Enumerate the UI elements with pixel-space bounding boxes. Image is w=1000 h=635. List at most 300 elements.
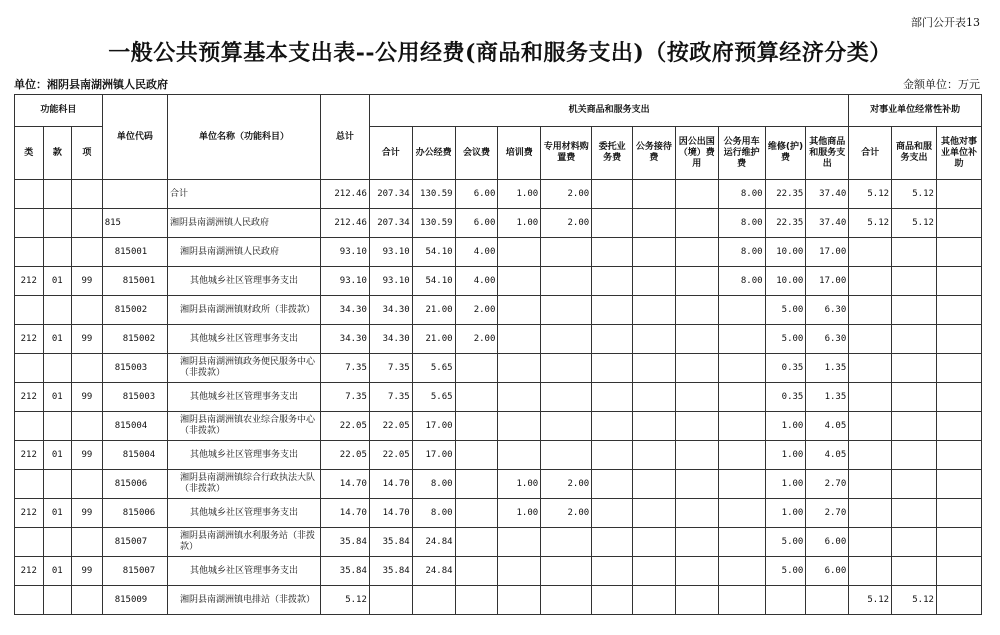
cell-vehicle: 8.00: [718, 209, 765, 238]
header-repair: 维修(护)费: [765, 127, 806, 180]
cell-vehicle: [718, 383, 765, 412]
cell-commission: [592, 586, 633, 615]
cell-sub-goods: [892, 412, 937, 441]
cell-other-goods: 37.40: [806, 180, 849, 209]
cell-kuan: [43, 209, 72, 238]
cell-unit-code: 815001: [102, 267, 167, 296]
header-goods-group: 机关商品和服务支出: [369, 95, 848, 127]
cell-reception: [632, 267, 675, 296]
cell-total: 7.35: [320, 383, 369, 412]
cell-other-goods: [806, 586, 849, 615]
cell-unit-name: 湘阴县南湖洲镇水利服务站（非拨款）: [167, 528, 320, 557]
budget-table: [14, 94, 982, 615]
cell-sub-goods: [892, 499, 937, 528]
cell-reception: [632, 557, 675, 586]
table-row: [15, 528, 982, 557]
cell-office: [412, 586, 455, 615]
cell-materials: [541, 238, 592, 267]
cell-other-goods: 6.00: [806, 557, 849, 586]
cell-meeting: 6.00: [455, 180, 498, 209]
cell-sub-total: [849, 412, 892, 441]
cell-meeting: 4.00: [455, 267, 498, 296]
cell-kuan: 01: [43, 441, 72, 470]
header-vehicle: 公务用车运行维护费: [718, 127, 765, 180]
table-row: [15, 238, 982, 267]
cell-total: 5.12: [320, 586, 369, 615]
cell-vehicle: [718, 412, 765, 441]
cell-office: 21.00: [412, 296, 455, 325]
cell-total: 7.35: [320, 354, 369, 383]
cell-unit-code: 815006: [102, 499, 167, 528]
cell-kuan: 01: [43, 383, 72, 412]
cell-office: 5.65: [412, 354, 455, 383]
cell-sub-goods: [892, 267, 937, 296]
cell-sub-goods: [892, 557, 937, 586]
cell-lei: [15, 209, 44, 238]
cell-kuan: [43, 412, 72, 441]
cell-subtotal: 14.70: [369, 499, 412, 528]
cell-office: 24.84: [412, 528, 455, 557]
cell-materials: 2.00: [541, 499, 592, 528]
cell-commission: [592, 557, 633, 586]
cell-meeting: [455, 441, 498, 470]
cell-vehicle: [718, 325, 765, 354]
table-row: [15, 557, 982, 586]
cell-xiang: 99: [72, 441, 103, 470]
cell-other-goods: 17.00: [806, 238, 849, 267]
cell-kuan: 01: [43, 325, 72, 354]
cell-materials: [541, 354, 592, 383]
cell-lei: [15, 180, 44, 209]
cell-unit-name: 湘阴县南湖洲镇财政所（非拨款）: [167, 296, 320, 325]
cell-repair: 1.00: [765, 412, 806, 441]
cell-office: 5.65: [412, 383, 455, 412]
cell-abroad: [675, 412, 718, 441]
unit-label: 单位：湘阴县南湖洲镇人民政府: [14, 78, 168, 91]
cell-other-goods: 2.70: [806, 470, 849, 499]
cell-meeting: [455, 470, 498, 499]
cell-repair: 22.35: [765, 180, 806, 209]
cell-xiang: [72, 412, 103, 441]
cell-total: 35.84: [320, 557, 369, 586]
cell-abroad: [675, 354, 718, 383]
cell-abroad: [675, 180, 718, 209]
cell-vehicle: 8.00: [718, 267, 765, 296]
cell-meeting: 6.00: [455, 209, 498, 238]
cell-materials: [541, 296, 592, 325]
cell-abroad: [675, 238, 718, 267]
cell-unit-name: 湘阴县南湖洲镇人民政府: [167, 209, 320, 238]
cell-sub-total: [849, 470, 892, 499]
cell-total: 212.46: [320, 209, 369, 238]
header-subsidy-group: 对事业单位经常性补助: [849, 95, 982, 127]
cell-subtotal: 34.30: [369, 296, 412, 325]
cell-materials: [541, 325, 592, 354]
cell-vehicle: [718, 296, 765, 325]
cell-sub-total: 5.12: [849, 586, 892, 615]
cell-unit-name: 其他城乡社区管理事务支出: [167, 383, 320, 412]
cell-meeting: 2.00: [455, 325, 498, 354]
cell-repair: 1.00: [765, 499, 806, 528]
cell-unit-name: 其他城乡社区管理事务支出: [167, 441, 320, 470]
cell-vehicle: 8.00: [718, 180, 765, 209]
cell-subtotal: [369, 586, 412, 615]
cell-office: 8.00: [412, 470, 455, 499]
cell-other-goods: 1.35: [806, 383, 849, 412]
cell-training: [498, 383, 541, 412]
header-abroad: 因公出国（境）费用: [675, 127, 718, 180]
cell-unit-code: 815003: [102, 354, 167, 383]
cell-unit-code: 815003: [102, 383, 167, 412]
cell-training: [498, 238, 541, 267]
cell-unit-code: [102, 180, 167, 209]
cell-materials: [541, 528, 592, 557]
cell-unit-code: 815: [102, 209, 167, 238]
header-sub-goods: 商品和服务支出: [892, 127, 937, 180]
cell-repair: 10.00: [765, 238, 806, 267]
cell-lei: [15, 238, 44, 267]
cell-unit-code: 815002: [102, 325, 167, 354]
cell-unit-name: 其他城乡社区管理事务支出: [167, 267, 320, 296]
cell-sub-total: [849, 296, 892, 325]
cell-total: 22.05: [320, 441, 369, 470]
cell-repair: 5.00: [765, 528, 806, 557]
cell-kuan: [43, 296, 72, 325]
cell-unit-name: 湘阴县南湖洲镇综合行政执法大队（非拨款）: [167, 470, 320, 499]
cell-subtotal: 93.10: [369, 238, 412, 267]
cell-kuan: 01: [43, 267, 72, 296]
cell-total: 22.05: [320, 412, 369, 441]
cell-unit-code: 815007: [102, 557, 167, 586]
cell-sub-other: [936, 296, 981, 325]
form-number: 部门公开表13: [911, 16, 980, 29]
cell-subtotal: 14.70: [369, 470, 412, 499]
page-title: 一般公共预算基本支出表--公用经费(商品和服务支出)（按政府预算经济分类）: [108, 40, 892, 66]
table-row: [15, 325, 982, 354]
cell-sub-other: [936, 180, 981, 209]
cell-other-goods: 6.30: [806, 296, 849, 325]
cell-commission: [592, 354, 633, 383]
cell-sub-total: [849, 441, 892, 470]
cell-repair: [765, 586, 806, 615]
cell-abroad: [675, 267, 718, 296]
cell-commission: [592, 180, 633, 209]
cell-sub-goods: [892, 528, 937, 557]
cell-materials: 2.00: [541, 180, 592, 209]
cell-subtotal: 7.35: [369, 354, 412, 383]
cell-office: 130.59: [412, 180, 455, 209]
cell-office: 17.00: [412, 412, 455, 441]
cell-lei: [15, 412, 44, 441]
cell-reception: [632, 238, 675, 267]
cell-repair: 22.35: [765, 209, 806, 238]
cell-sub-goods: [892, 441, 937, 470]
cell-sub-goods: 5.12: [892, 586, 937, 615]
cell-lei: [15, 470, 44, 499]
cell-training: [498, 586, 541, 615]
cell-commission: [592, 499, 633, 528]
cell-abroad: [675, 557, 718, 586]
header-unit-name: 单位名称（功能科目）: [167, 95, 320, 180]
cell-xiang: [72, 586, 103, 615]
cell-kuan: 01: [43, 557, 72, 586]
cell-repair: 1.00: [765, 470, 806, 499]
cell-sub-other: [936, 412, 981, 441]
cell-total: 34.30: [320, 296, 369, 325]
cell-sub-total: [849, 383, 892, 412]
cell-sub-other: [936, 354, 981, 383]
cell-sub-goods: [892, 470, 937, 499]
cell-materials: [541, 441, 592, 470]
table-row: [15, 412, 982, 441]
cell-subtotal: 34.30: [369, 325, 412, 354]
cell-materials: [541, 586, 592, 615]
header-subtotal: 合计: [369, 127, 412, 180]
cell-meeting: [455, 586, 498, 615]
header-meeting: 会议费: [455, 127, 498, 180]
cell-unit-name: 湘阴县南湖洲镇农业综合服务中心（非拨款）: [167, 412, 320, 441]
cell-repair: 10.00: [765, 267, 806, 296]
cell-training: 1.00: [498, 209, 541, 238]
header-lei: 类: [15, 127, 44, 180]
cell-sub-goods: [892, 354, 937, 383]
cell-unit-name: 湘阴县南湖洲镇人民政府: [167, 238, 320, 267]
cell-reception: [632, 180, 675, 209]
cell-reception: [632, 586, 675, 615]
table-row: [15, 470, 982, 499]
cell-reception: [632, 528, 675, 557]
cell-total: 34.30: [320, 325, 369, 354]
cell-commission: [592, 528, 633, 557]
cell-subtotal: 207.34: [369, 180, 412, 209]
cell-abroad: [675, 325, 718, 354]
header-reception: 公务接待费: [632, 127, 675, 180]
cell-office: 54.10: [412, 238, 455, 267]
cell-total: 14.70: [320, 470, 369, 499]
cell-lei: [15, 528, 44, 557]
cell-materials: [541, 383, 592, 412]
cell-unit-name: 合计: [167, 180, 320, 209]
header-commission: 委托业务费: [592, 127, 633, 180]
cell-reception: [632, 354, 675, 383]
cell-sub-other: [936, 238, 981, 267]
cell-vehicle: 8.00: [718, 238, 765, 267]
cell-training: [498, 528, 541, 557]
cell-lei: [15, 296, 44, 325]
cell-sub-other: [936, 383, 981, 412]
cell-other-goods: 17.00: [806, 267, 849, 296]
cell-total: 93.10: [320, 238, 369, 267]
cell-xiang: [72, 470, 103, 499]
cell-training: 1.00: [498, 499, 541, 528]
cell-unit-name: 其他城乡社区管理事务支出: [167, 499, 320, 528]
cell-repair: 0.35: [765, 383, 806, 412]
cell-unit-code: 815004: [102, 412, 167, 441]
cell-subtotal: 7.35: [369, 383, 412, 412]
cell-office: 24.84: [412, 557, 455, 586]
cell-meeting: [455, 528, 498, 557]
table-row: [15, 441, 982, 470]
money-unit-label: 金额单位：万元: [903, 78, 980, 91]
cell-subtotal: 22.05: [369, 441, 412, 470]
cell-subtotal: 93.10: [369, 267, 412, 296]
cell-commission: [592, 470, 633, 499]
cell-subtotal: 207.34: [369, 209, 412, 238]
cell-kuan: [43, 528, 72, 557]
cell-sub-goods: [892, 238, 937, 267]
cell-xiang: 99: [72, 383, 103, 412]
cell-unit-code: 815007: [102, 528, 167, 557]
table-row: [15, 209, 982, 238]
cell-sub-total: [849, 499, 892, 528]
cell-unit-name: 其他城乡社区管理事务支出: [167, 557, 320, 586]
cell-training: 1.00: [498, 470, 541, 499]
cell-training: [498, 441, 541, 470]
cell-lei: [15, 354, 44, 383]
cell-other-goods: 4.05: [806, 412, 849, 441]
cell-meeting: 4.00: [455, 238, 498, 267]
cell-abroad: [675, 383, 718, 412]
cell-other-goods: 6.00: [806, 528, 849, 557]
cell-commission: [592, 267, 633, 296]
cell-sub-total: [849, 528, 892, 557]
cell-training: [498, 267, 541, 296]
cell-sub-other: [936, 470, 981, 499]
cell-training: 1.00: [498, 180, 541, 209]
cell-total: 212.46: [320, 180, 369, 209]
table-row: [15, 296, 982, 325]
header-materials: 专用材料购置费: [541, 127, 592, 180]
cell-materials: [541, 557, 592, 586]
cell-unit-name: 其他城乡社区管理事务支出: [167, 325, 320, 354]
cell-materials: 2.00: [541, 209, 592, 238]
cell-office: 130.59: [412, 209, 455, 238]
cell-sub-goods: 5.12: [892, 209, 937, 238]
cell-sub-total: [849, 267, 892, 296]
cell-sub-total: [849, 354, 892, 383]
cell-other-goods: 2.70: [806, 499, 849, 528]
cell-other-goods: 1.35: [806, 354, 849, 383]
cell-meeting: [455, 499, 498, 528]
cell-meeting: [455, 412, 498, 441]
cell-sub-goods: [892, 325, 937, 354]
cell-other-goods: 37.40: [806, 209, 849, 238]
cell-reception: [632, 441, 675, 470]
cell-sub-total: 5.12: [849, 209, 892, 238]
cell-sub-other: [936, 499, 981, 528]
cell-xiang: [72, 354, 103, 383]
cell-reception: [632, 412, 675, 441]
cell-vehicle: [718, 441, 765, 470]
cell-unit-name: 湘阴县南湖洲镇电排站（非拨款）: [167, 586, 320, 615]
table-row: [15, 354, 982, 383]
cell-office: 54.10: [412, 267, 455, 296]
cell-lei: [15, 586, 44, 615]
cell-office: 17.00: [412, 441, 455, 470]
cell-lei: 212: [15, 383, 44, 412]
cell-sub-other: [936, 325, 981, 354]
cell-kuan: [43, 238, 72, 267]
cell-office: 8.00: [412, 499, 455, 528]
cell-kuan: [43, 470, 72, 499]
cell-materials: 2.00: [541, 470, 592, 499]
cell-xiang: [72, 528, 103, 557]
header-sub-other: 其他对事业单位补助: [936, 127, 981, 180]
header-total: 总计: [320, 95, 369, 180]
cell-sub-other: [936, 267, 981, 296]
cell-vehicle: [718, 354, 765, 383]
cell-xiang: 99: [72, 499, 103, 528]
cell-commission: [592, 325, 633, 354]
cell-xiang: 99: [72, 557, 103, 586]
cell-training: [498, 325, 541, 354]
cell-sub-total: [849, 238, 892, 267]
cell-abroad: [675, 499, 718, 528]
cell-xiang: [72, 296, 103, 325]
cell-commission: [592, 441, 633, 470]
cell-lei: 212: [15, 325, 44, 354]
cell-office: 21.00: [412, 325, 455, 354]
cell-commission: [592, 209, 633, 238]
cell-sub-other: [936, 586, 981, 615]
cell-commission: [592, 412, 633, 441]
cell-total: 14.70: [320, 499, 369, 528]
cell-xiang: [72, 180, 103, 209]
cell-sub-total: 5.12: [849, 180, 892, 209]
cell-training: [498, 412, 541, 441]
cell-lei: 212: [15, 441, 44, 470]
cell-training: [498, 296, 541, 325]
cell-abroad: [675, 470, 718, 499]
cell-reception: [632, 209, 675, 238]
cell-unit-code: 815009: [102, 586, 167, 615]
cell-meeting: [455, 354, 498, 383]
cell-unit-code: 815004: [102, 441, 167, 470]
cell-unit-code: 815006: [102, 470, 167, 499]
cell-kuan: [43, 586, 72, 615]
cell-sub-goods: [892, 383, 937, 412]
header-office: 办公经费: [412, 127, 455, 180]
header-unit-code: 单位代码: [102, 95, 167, 180]
cell-subtotal: 35.84: [369, 557, 412, 586]
cell-materials: [541, 267, 592, 296]
cell-lei: 212: [15, 499, 44, 528]
header-xiang: 项: [72, 127, 103, 180]
header-sub-total: 合计: [849, 127, 892, 180]
table-row: [15, 267, 982, 296]
cell-meeting: 2.00: [455, 296, 498, 325]
table-row: [15, 383, 982, 412]
cell-meeting: [455, 557, 498, 586]
cell-other-goods: 6.30: [806, 325, 849, 354]
header-func-group: 功能科目: [15, 95, 103, 127]
cell-repair: 5.00: [765, 557, 806, 586]
cell-sub-other: [936, 209, 981, 238]
cell-repair: 0.35: [765, 354, 806, 383]
cell-lei: 212: [15, 557, 44, 586]
cell-reception: [632, 325, 675, 354]
cell-subtotal: 22.05: [369, 412, 412, 441]
cell-training: [498, 354, 541, 383]
cell-abroad: [675, 441, 718, 470]
cell-meeting: [455, 383, 498, 412]
cell-subtotal: 35.84: [369, 528, 412, 557]
cell-xiang: 99: [72, 267, 103, 296]
cell-repair: 5.00: [765, 325, 806, 354]
header-kuan: 款: [43, 127, 72, 180]
cell-xiang: [72, 238, 103, 267]
cell-sub-other: [936, 441, 981, 470]
